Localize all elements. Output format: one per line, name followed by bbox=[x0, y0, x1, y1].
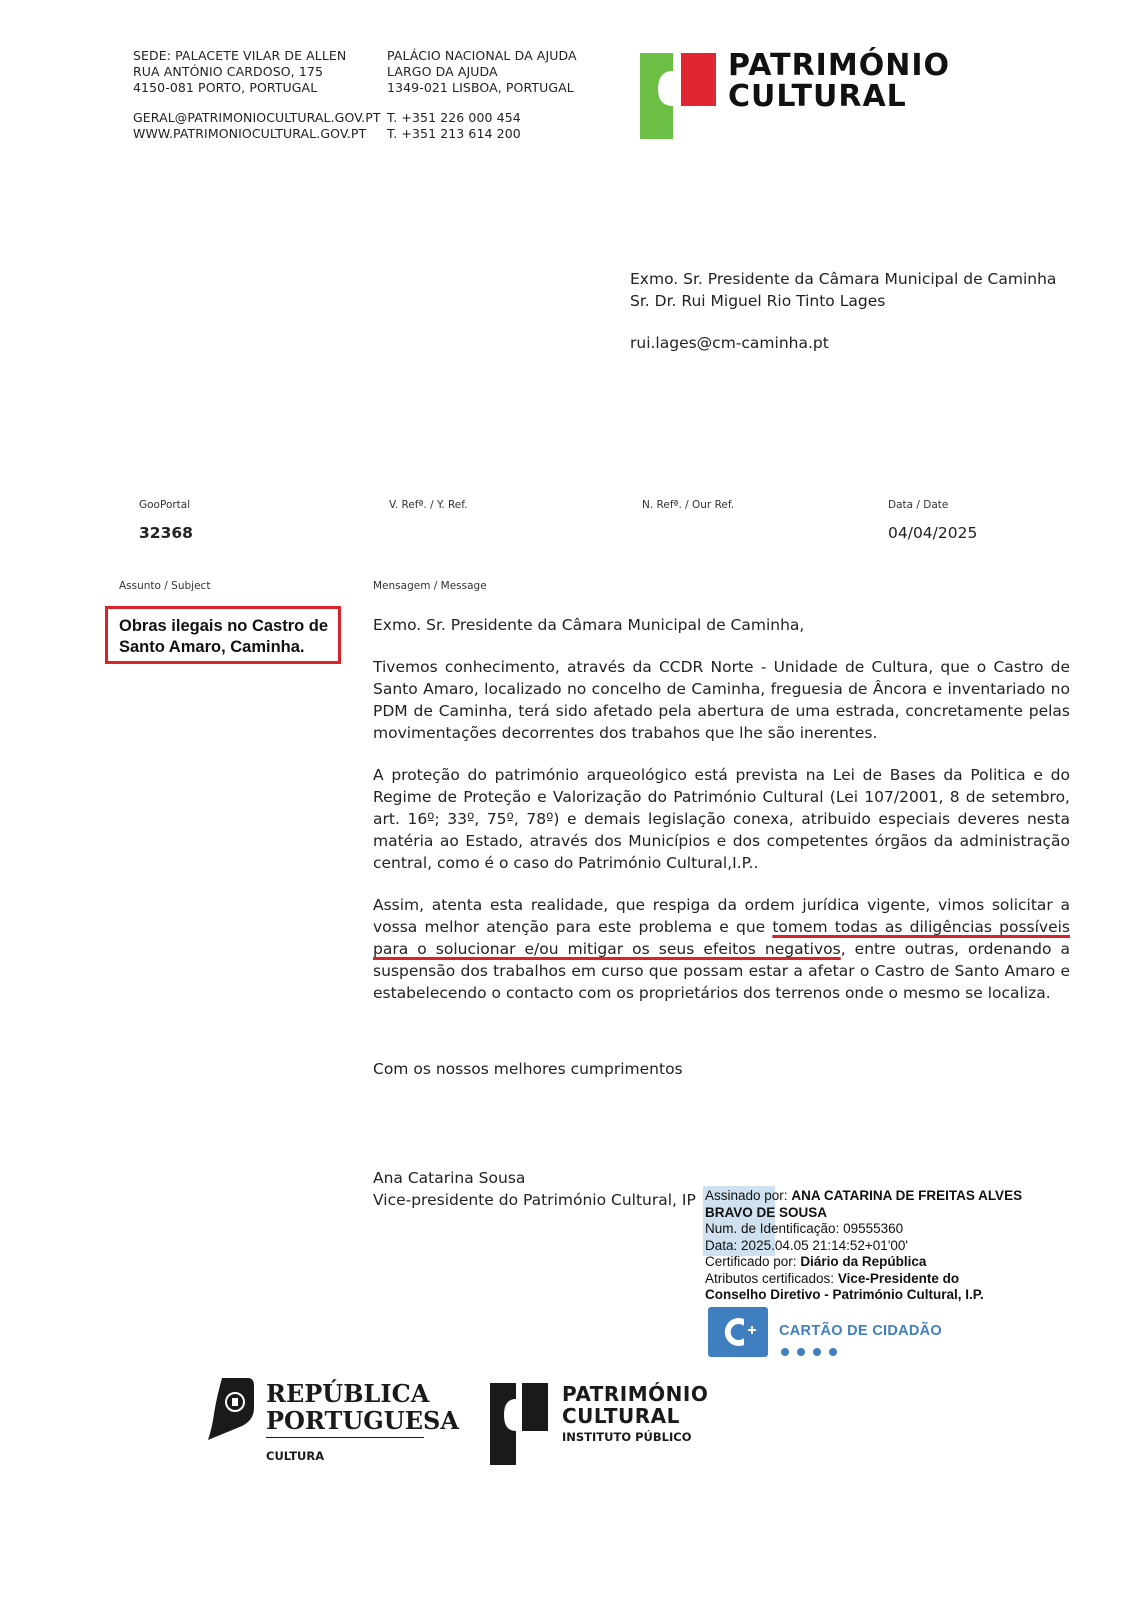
recipient-name: Sr. Dr. Rui Miguel Rio Tinto Lages bbox=[630, 292, 886, 310]
digital-signature-block bbox=[705, 1188, 1022, 1304]
paragraph-2: A proteção do património arqueológico está prevista na Lei de Bases da Politica e do Regime de Proteção e Valorização do Património Cultural (Lei 107/2001, 8 de setembro, art. 16º; 33º, 75º, 78º) e demais legislação conexa, atribuido especiais deveres nesta matéria ao Estado, através dos Municípios e dos competentes órgãos da administração central, como é o caso do Património Cultural,I.P.. bbox=[373, 766, 1070, 872]
sig-date-value: 2025.04.05 21:14:52+01'00' bbox=[741, 1237, 908, 1253]
message-body bbox=[373, 614, 1070, 1024]
website-link[interactable]: WWW.PATRIMONIOCULTURAL.GOV.PT bbox=[133, 126, 367, 141]
address-line: 4150-081 PORTO, PORTUGAL bbox=[133, 80, 318, 95]
phone-porto: T. +351 226 000 454 bbox=[387, 110, 521, 125]
message-label: Mensagem / Message bbox=[373, 580, 487, 592]
contact-phones bbox=[387, 110, 521, 142]
signatory-role: Vice-presidente do Património Cultural, IP bbox=[373, 1191, 696, 1209]
nref-label: N. Refª. / Our Ref. bbox=[642, 499, 735, 511]
attr-label: Atributos certificados: bbox=[705, 1270, 835, 1286]
cartao-dots-icon bbox=[780, 1344, 840, 1362]
paragraph-3 bbox=[373, 894, 1070, 1004]
gooportal-value: 32368 bbox=[139, 524, 193, 542]
recipient-email[interactable]: rui.lages@cm-caminha.pt bbox=[630, 334, 829, 352]
rp-cultura: CULTURA bbox=[266, 1449, 325, 1463]
id-label: Num. de Identificação: bbox=[705, 1221, 840, 1236]
contact-web bbox=[133, 110, 381, 142]
pc-line: CULTURAL bbox=[562, 1404, 680, 1428]
greeting: Exmo. Sr. Presidente da Câmara Municipal de Caminha, bbox=[373, 616, 805, 634]
address-porto bbox=[133, 48, 346, 96]
footer-patrimonio-text bbox=[562, 1383, 708, 1427]
logo-line: CULTURAL bbox=[728, 79, 907, 114]
subject-line: Obras ilegais no Castro de bbox=[119, 617, 329, 635]
highlighted-request: tomem todas as diligências possíveis para o solucionar e/ou mitigar os seus efeitos negativos bbox=[373, 918, 1070, 958]
logo-line: PATRIMÓNIO bbox=[728, 48, 950, 83]
vref-label: V. Refª. / Y. Ref. bbox=[389, 499, 468, 511]
signed-by-name: ANA CATARINA DE FREITAS ALVES bbox=[791, 1188, 1023, 1203]
date-value: 04/04/2025 bbox=[888, 524, 978, 542]
rp-divider bbox=[266, 1437, 424, 1438]
address-line: 1349-021 LISBOA, PORTUGAL bbox=[387, 80, 574, 95]
address-line: RUA ANTÓNIO CARDOSO, 175 bbox=[133, 64, 323, 79]
subject-text bbox=[119, 616, 328, 658]
paragraph-3-end: , entre outras, ordenando a suspensão dos trabalhos em curso que possam estar a afetar o Castro de Santo Amaro e estabelecendo o contacto com os proprietários dos terrenos onde o mesmo se localiza. bbox=[373, 940, 1070, 1002]
rp-line: PORTUGUESA bbox=[266, 1406, 459, 1435]
recipient-line: Exmo. Sr. Presidente da Câmara Municipal de Caminha bbox=[630, 270, 1057, 288]
patrimonio-cultural-logo-mark bbox=[640, 53, 716, 139]
signed-by-name-cont: BRAVO DE SOUSA bbox=[705, 1204, 828, 1220]
subject-line: Santo Amaro, Caminha. bbox=[119, 638, 305, 656]
republica-portuguesa-text bbox=[266, 1380, 459, 1434]
closing: Com os nossos melhores cumprimentos bbox=[373, 1060, 683, 1078]
cartao-cidadao-label: CARTÃO DE CIDADÃO bbox=[779, 1323, 942, 1339]
address-lisboa bbox=[387, 48, 577, 96]
paragraph-1: Tivemos conhecimento, através da CCDR Norte - Unidade de Cultura, que o Castro de Santo Amaro, localizado no concelho de Caminha, freguesia de Âncora e inventariado no PDM de Caminha, terá sido afetado pela abertura de uma estrada, concretamente pelas movimentações decorrentes dos trabahos que lhe são inerentes. bbox=[373, 658, 1070, 742]
cartao-cidadao-icon bbox=[708, 1307, 768, 1357]
address-line: SEDE: PALACETE VILAR DE ALLEN bbox=[133, 48, 347, 63]
signed-by-label: Assinado por: bbox=[705, 1188, 788, 1203]
address-line: PALÁCIO NACIONAL DA AJUDA bbox=[387, 48, 577, 63]
patrimonio-cultural-footer-logo-mark bbox=[490, 1383, 548, 1465]
phone-lisboa: T. +351 213 614 200 bbox=[387, 126, 521, 141]
sig-date-label: Data: bbox=[705, 1237, 738, 1253]
attr-value: Vice-Presidente do bbox=[837, 1270, 960, 1286]
footer-instituto-publico: INSTITUTO PÚBLICO bbox=[562, 1430, 692, 1444]
header-logo-text bbox=[728, 50, 950, 112]
recipient-block bbox=[630, 268, 1056, 354]
republica-portuguesa-emblem-icon bbox=[208, 1378, 254, 1440]
paragraph-3-start: Assim, atenta esta realidade, que respiga da ordem jurídica vigente, vimos solicitar a vossa melhor atenção para este problema e que bbox=[373, 896, 1070, 936]
gooportal-label: GooPortal bbox=[139, 499, 191, 511]
attr-value-cont: Conselho Diretivo - Património Cultural, I.P. bbox=[705, 1287, 984, 1302]
cert-label: Certificado por: bbox=[705, 1254, 797, 1269]
rp-line: REPÚBLICA bbox=[266, 1379, 430, 1408]
pc-line: PATRIMÓNIO bbox=[562, 1382, 709, 1406]
email-link[interactable]: GERAL@PATRIMONIOCULTURAL.GOV.PT bbox=[133, 110, 381, 125]
address-line: LARGO DA AJUDA bbox=[387, 64, 498, 79]
subject-label: Assunto / Subject bbox=[119, 580, 211, 592]
cert-value: Diário da República bbox=[800, 1254, 927, 1269]
id-value: 09555360 bbox=[843, 1221, 904, 1236]
signatory-name: Ana Catarina Sousa bbox=[373, 1169, 526, 1187]
date-label: Data / Date bbox=[888, 499, 949, 511]
